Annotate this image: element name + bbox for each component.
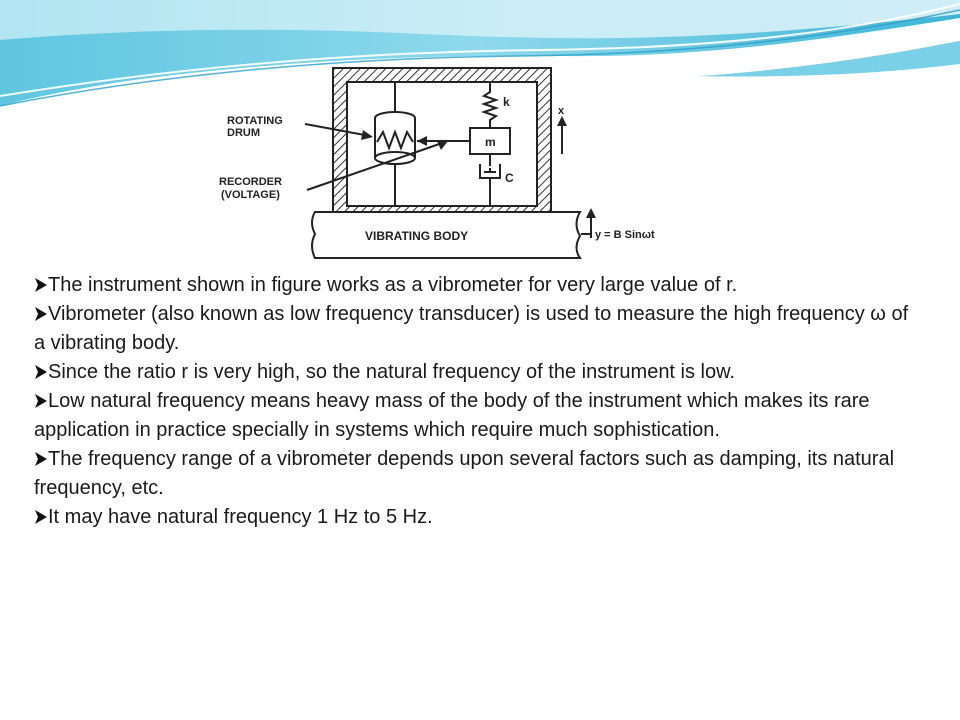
label-vibrating-body: VIBRATING BODY <box>365 229 469 243</box>
label-recorder: RECORDER <box>219 176 282 188</box>
label-mass-m: m <box>485 135 496 149</box>
displacement-arrow-x <box>557 105 567 154</box>
bullet-text: Vibrometer (also known as low frequency transducer) is used to measure the high frequency ω of a vibrating body. <box>34 303 909 354</box>
bullet-text: The frequency range of a vibrometer depends upon several factors such as damping, its natural frequency, etc. <box>34 448 895 499</box>
bullet-item <box>34 503 914 532</box>
label-x: x <box>558 105 565 117</box>
arrow-bullet-icon <box>34 364 48 380</box>
arrow-bullet-icon <box>34 277 48 293</box>
bullet-item <box>34 271 914 300</box>
bullet-text: Since the ratio r is very high, so the natural frequency of the instrument is low. <box>48 361 736 383</box>
vibrating-body-base <box>312 212 580 258</box>
bullet-item <box>34 358 914 387</box>
bullet-item <box>34 300 914 358</box>
label-damper-c: C <box>505 171 514 185</box>
bullet-text: The instrument shown in figure works as a vibrometer for very large value of r. <box>48 274 738 296</box>
bullet-item <box>34 445 914 503</box>
bullet-item <box>34 387 914 445</box>
arrow-bullet-icon <box>34 451 48 467</box>
arrow-bullet-icon <box>34 306 48 322</box>
bullet-text: It may have natural frequency 1 Hz to 5 Hz. <box>48 506 433 528</box>
label-input-motion: y = B Sinωt <box>595 229 655 241</box>
label-spring-k: k <box>503 95 510 109</box>
input-motion-arrow <box>581 208 655 241</box>
label-voltage: (VOLTAGE) <box>221 189 280 201</box>
label-drum: DRUM <box>227 127 260 139</box>
label-rotating: ROTATING <box>227 115 283 127</box>
bullet-text: Low natural frequency means heavy mass of the body of the instrument which makes its rare application in practice specially in systems which require much sophistication. <box>34 390 870 441</box>
vibrometer-diagram <box>205 62 695 267</box>
bullet-list <box>34 271 914 532</box>
arrow-bullet-icon <box>34 393 48 409</box>
arrow-bullet-icon <box>34 509 48 525</box>
